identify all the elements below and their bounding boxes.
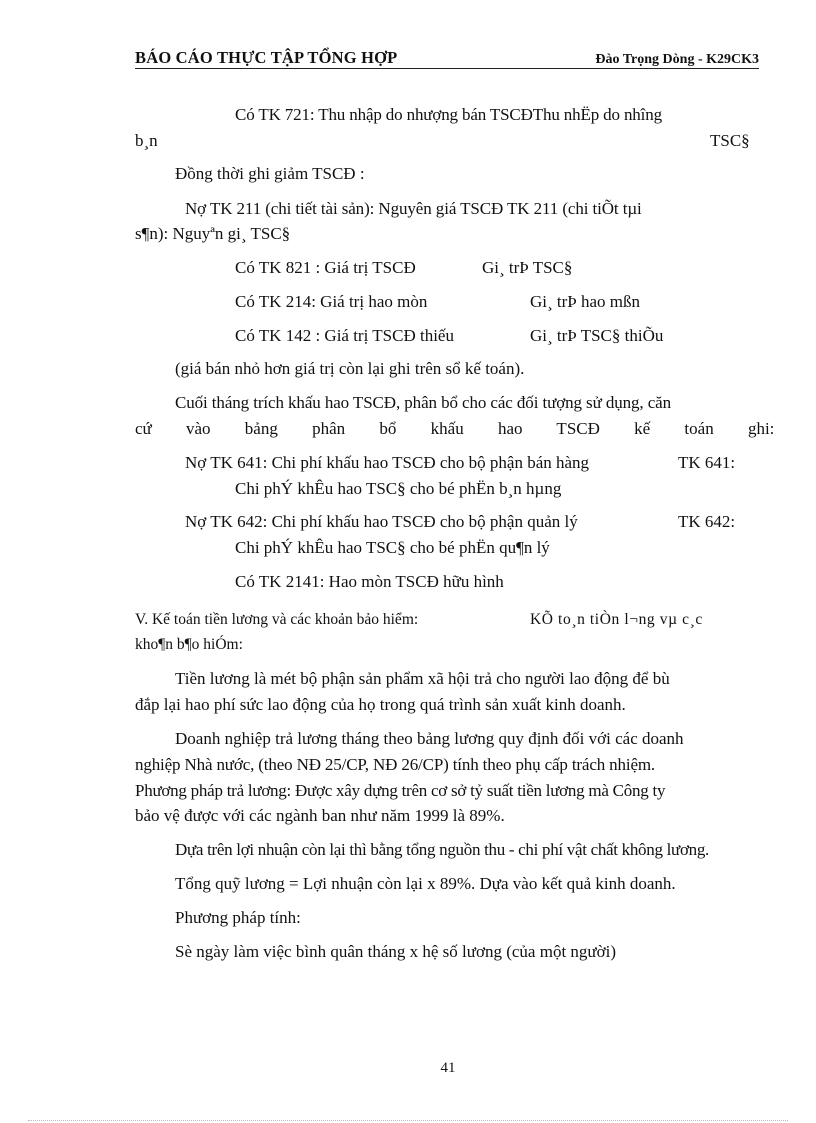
- text-line: Có TK 821 : Giá trị TSCĐ: [235, 258, 416, 277]
- page-number: 41: [440, 1060, 456, 1076]
- footer-divider: [28, 1120, 788, 1121]
- section-heading: V. Kế toán tiền lương và các khoản bảo hiểm:: [135, 611, 419, 628]
- text-line: Nợ TK 211 (chi tiết tài sản): Nguyên giá TSCĐ TK 211 (chi tiÕt tµi: [185, 199, 642, 218]
- text-line: Có TK 142 : Giá trị TSCĐ thiếu: [235, 326, 454, 345]
- text-line: Có TK 2141: Hao mòn TSCĐ hữu hình: [235, 572, 504, 591]
- text-line: Có TK 214: Giá trị hao mòn: [235, 292, 428, 311]
- text-line: Có TK 721: Thu nhập do nhượng bán TSCĐThu nhËp do nhîng: [235, 105, 662, 124]
- section-heading: KÕ to¸n tiÒn l¬ng vµ c¸c: [530, 611, 703, 628]
- report-title: BÁO CÁO THỰC TẬP TỔNG HỢP: [135, 48, 398, 67]
- text-line: Dựa trên lợi nhuận còn lại thì bằng tổng nguồn thu - chi phí vật chất không lương.: [175, 840, 709, 859]
- section-heading: kho¶n b¶o hiÓm:: [135, 636, 243, 653]
- header-divider: [135, 68, 759, 69]
- text-line: Doanh nghiệp trả lương tháng theo bảng lương quy định đối với các doanh: [175, 729, 684, 748]
- text-line: Gi¸ trÞ TSC§ thiÕu: [530, 326, 664, 345]
- text-line: đắp lại hao phí sức lao động của họ trong quá trình sản xuất kinh doanh.: [135, 695, 626, 714]
- text-line: Tiền lương là mét bộ phận sản phẩm xã hội trả cho người lao động để bù: [175, 669, 670, 688]
- text-line: Nợ TK 642: Chi phí khấu hao TSCĐ cho bộ phận quản lý: [185, 512, 578, 531]
- text-line: Đồng thời ghi giảm TSCĐ :: [175, 164, 365, 183]
- text-line: nghiệp Nhà nước, (theo NĐ 25/CP, NĐ 26/CP) tính theo phụ cấp trách nhiệm.: [135, 755, 656, 774]
- text-line: (giá bán nhỏ hơn giá trị còn lại ghi trên sổ kế toán).: [175, 359, 525, 378]
- text-line: TK 641:: [678, 453, 736, 472]
- text-line: Phương pháp tính:: [175, 908, 301, 927]
- text-line: cứ vào bảng phân bổ khấu hao TSCĐ kế toán ghi:: [135, 419, 775, 438]
- text-line: TK 642:: [678, 512, 736, 531]
- author-label: Đào Trọng Dòng - K29CK3: [595, 52, 759, 67]
- text-line: Tổng quỹ lương = Lợi nhuận còn lại x 89%. Dựa vào kết quả kinh doanh.: [175, 874, 676, 893]
- text-line: TSC§: [710, 131, 750, 150]
- text-line: Chi phÝ khÊu hao TSC§ cho bé phËn qu¶n lý: [235, 538, 550, 557]
- text-line: bảo vệ được với các ngành ban như năm 1999 là 89%.: [135, 806, 505, 825]
- text-line: Chi phÝ khÊu hao TSC§ cho bé phËn b¸n hµng: [235, 479, 562, 498]
- text-line: Phương pháp trả lương: Được xây dựng trên cơ sở tỷ suất tiền lương mà Công ty: [135, 781, 666, 800]
- text-line: Gi¸ trÞ hao mßn: [530, 292, 641, 311]
- text-line: b¸n: [135, 131, 158, 150]
- text-line: Nợ TK 641: Chi phí khấu hao TSCĐ cho bộ phận bán hàng: [185, 453, 590, 472]
- text-line: Sè ngày làm việc bình quân tháng x hệ số lương (của một người): [175, 942, 617, 961]
- text-line: s¶n): Nguyªn gi¸ TSC§: [135, 224, 291, 243]
- text-line: Gi¸ trÞ TSC§: [482, 258, 573, 277]
- page-header: [135, 44, 759, 68]
- text-line: Cuối tháng trích khấu hao TSCĐ, phân bổ cho các đối tượng sử dụng, căn: [175, 393, 672, 412]
